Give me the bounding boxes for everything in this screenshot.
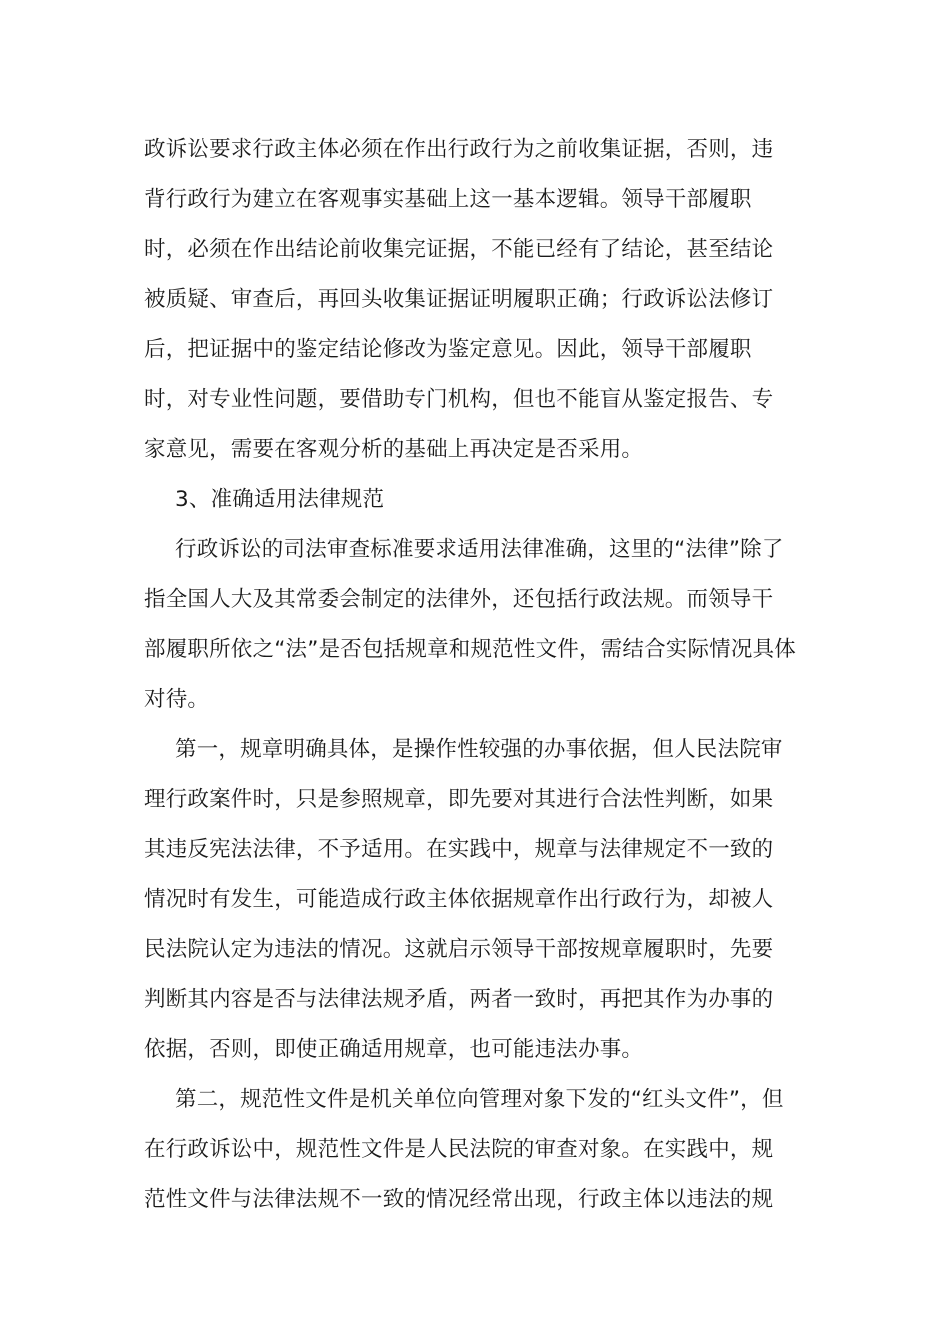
text-line: 范性文件与法律法规不一致的情况经常出现，行政主体以违法的规: [144, 1187, 774, 1212]
text-line: 民法院认定为违法的情况。这就启示领导干部按规章履职时，先要: [144, 937, 774, 962]
text-line: 第二，规范性文件是机关单位向管理对象下发的“红头文件”，但: [175, 1087, 784, 1112]
text-line: 行政诉讼的司法审查标准要求适用法律准确，这里的“法律”除了: [175, 537, 784, 562]
text-line: 情况时有发生，可能造成行政主体依据规章作出行政行为，却被人: [144, 887, 774, 912]
text-line: 时，对专业性问题，要借助专门机构，但也不能盲从鉴定报告、专: [144, 387, 774, 412]
text-line: 时，必须在作出结论前收集完证据，不能已经有了结论，甚至结论: [144, 237, 774, 262]
document-body: [144, 125, 808, 1225]
text-line: 背行政行为建立在客观事实基础上这一基本逻辑。领导干部履职: [144, 187, 752, 212]
text-line: 第一，规章明确具体，是操作性较强的办事依据，但人民法院审: [175, 737, 783, 762]
text-line: 理行政案件时，只是参照规章，即先要对其进行合法性判断，如果: [144, 787, 774, 812]
text-line: 被质疑、审查后，再回头收集证据证明履职正确；行政诉讼法修订: [144, 287, 774, 312]
section-heading: 3、准确适用法律规范: [175, 487, 385, 512]
text-line: 部履职所依之“法”是否包括规章和规范性文件，需结合实际情况具体: [144, 637, 796, 662]
text-line: 判断其内容是否与法律法规矛盾，两者一致时，再把其作为办事的: [144, 987, 774, 1012]
text-line: 后，把证据中的鉴定结论修改为鉴定意见。因此，领导干部履职: [144, 337, 752, 362]
text-line: 指全国人大及其常委会制定的法律外，还包括行政法规。而领导干: [144, 587, 774, 612]
text-line: 对待。: [144, 687, 210, 712]
text-line: 家意见，需要在客观分析的基础上再决定是否采用。: [144, 437, 644, 462]
text-line: 依据，否则，即使正确适用规章，也可能违法办事。: [144, 1037, 644, 1062]
text-line: 其违反宪法法律，不予适用。在实践中，规章与法律规定不一致的: [144, 837, 774, 862]
text-line: 在行政诉讼中，规范性文件是人民法院的审查对象。在实践中，规: [144, 1137, 774, 1162]
text-line: 政诉讼要求行政主体必须在作出行政行为之前收集证据，否则，违: [144, 137, 774, 162]
